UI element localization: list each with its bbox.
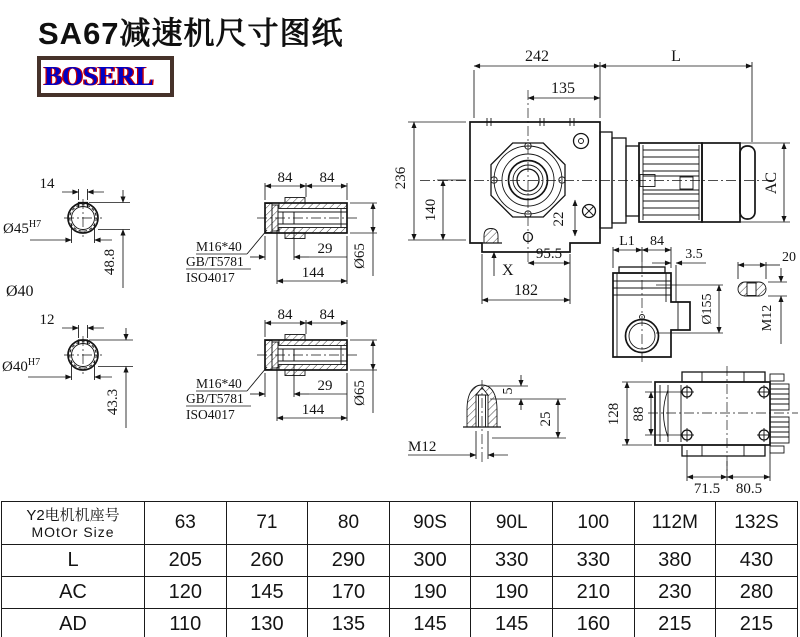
dim-5: 5 — [501, 387, 516, 395]
shaft-sleeve-top — [186, 170, 377, 285]
svg-text:29: 29 — [317, 378, 333, 394]
motor-fins — [643, 145, 699, 220]
dim-140: 140 — [423, 198, 439, 222]
svg-text:GB/T5781: GB/T5781 — [186, 391, 244, 406]
brand-logo-text: BOSERL — [44, 61, 154, 91]
dim-m12-slot: M12 — [760, 304, 775, 332]
dim-80-5: 80.5 — [735, 481, 763, 497]
label-dia-40: Ø40 — [6, 283, 34, 300]
svg-text:144: 144 — [301, 402, 325, 418]
dim-84-right: 84 — [319, 170, 335, 186]
side-plug — [583, 205, 596, 218]
svg-text:84: 84 — [277, 307, 293, 323]
table-row-AC: AC 120 145 170 190 190 210 230 280 — [2, 577, 798, 609]
svg-text:Ø65: Ø65 — [352, 380, 368, 406]
slot-detail — [738, 250, 796, 344]
dim-keyway-12: 12 — [39, 312, 55, 328]
dim-3-5: 3.5 — [685, 247, 703, 262]
dim-144: 144 — [301, 265, 325, 281]
dim-dia-65: Ø65 — [352, 243, 368, 269]
shaft-sleeve-bottom — [186, 307, 377, 422]
dim-keyway-14: 14 — [39, 176, 55, 192]
dim-236: 236 — [393, 166, 409, 190]
label-standard-iso: ISO4017 — [186, 270, 235, 285]
svg-text:84: 84 — [319, 307, 335, 323]
col-100: 100 — [552, 502, 634, 545]
dim-182: 182 — [514, 282, 538, 299]
row-label-L: L — [2, 545, 145, 577]
col-71: 71 — [226, 502, 308, 545]
flange-serrations — [770, 374, 789, 453]
dim-L: L — [671, 48, 681, 65]
motor-size-header — [2, 502, 145, 545]
dimension-table — [1, 501, 798, 637]
dim-bore-dia-45: $Ø45^{H7}$ — [3, 219, 42, 237]
svg-text:ISO4017: ISO4017 — [186, 407, 235, 422]
col-90S: 90S — [389, 502, 471, 545]
label-standard-gb: GB/T5781 — [186, 254, 244, 269]
table-row-L: L 205 260 290 300 330 330 380 430 — [2, 545, 798, 577]
bolt-holes — [680, 385, 771, 442]
dim-AC: AC — [763, 171, 780, 195]
dim-22: 22 — [551, 211, 567, 227]
col-112M: 112M — [634, 502, 716, 545]
row-label-AD: AD — [2, 609, 145, 637]
col-80: 80 — [308, 502, 390, 545]
brand-logo — [37, 56, 174, 97]
dim-29: 29 — [317, 241, 333, 257]
dim-20: 20 — [782, 250, 796, 265]
dim-height-43-3: 43.3 — [105, 388, 121, 416]
plug-detail — [408, 375, 566, 462]
dim-25: 25 — [538, 411, 554, 427]
dim-dia-155: Ø155 — [700, 293, 715, 325]
dim-135: 135 — [551, 80, 575, 97]
dim-L1: L1 — [619, 234, 635, 249]
col-90L: 90L — [471, 502, 553, 545]
dim-128: 128 — [606, 402, 622, 426]
header-line1: Y2电机机座号 — [26, 506, 120, 524]
col-63: 63 — [145, 502, 227, 545]
dim-95-5: 95.5 — [535, 246, 563, 262]
row-label-AC: AC — [2, 577, 145, 609]
dim-m12-plug: M12 — [408, 439, 437, 455]
col-132S: 132S — [716, 502, 798, 545]
table-row-AD: AD 110 130 135 145 145 160 215 215 — [2, 609, 798, 637]
label-x: X — [502, 262, 514, 279]
label-bolt: M16*40 — [196, 239, 242, 254]
header-line2: MOtOr Size — [31, 523, 115, 540]
front-view — [393, 48, 790, 304]
table-header-row — [2, 502, 798, 545]
dim-71-5: 71.5 — [693, 481, 721, 497]
dim-242: 242 — [525, 48, 549, 65]
dim-88: 88 — [631, 406, 647, 422]
dim-height-48-8: 48.8 — [102, 248, 118, 276]
side-view — [613, 234, 723, 362]
bore-detail-bottom — [2, 312, 133, 428]
dim-84-side: 84 — [650, 234, 664, 249]
svg-text:M16*40: M16*40 — [196, 376, 242, 391]
drain-plug — [484, 229, 498, 244]
bottom-view — [606, 366, 798, 497]
bore-detail-top — [3, 176, 130, 288]
page-title: SA67减速机尺寸图纸 — [38, 16, 344, 51]
dim-bore-dia-40: $Ø40^{H7}$ — [2, 357, 41, 375]
dim-84-left: 84 — [277, 170, 293, 186]
